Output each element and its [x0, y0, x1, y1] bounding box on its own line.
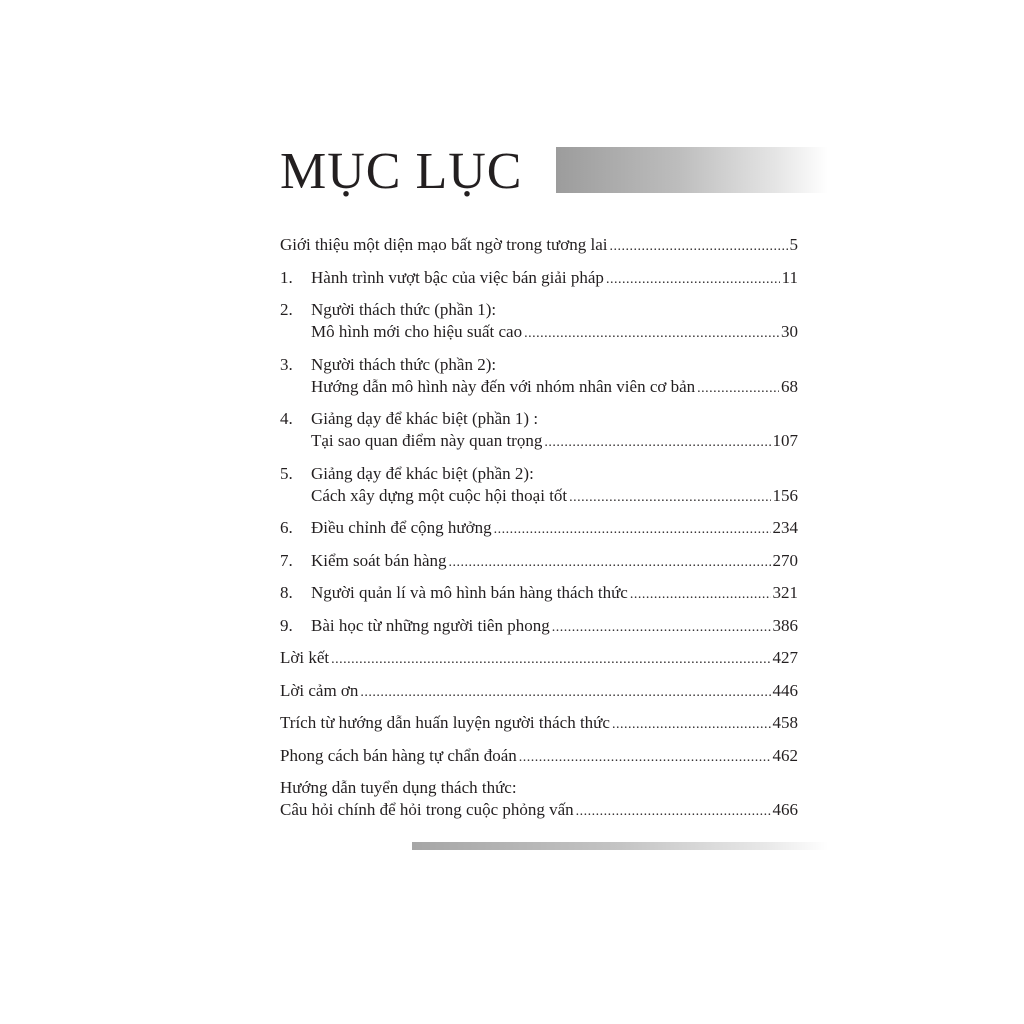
toc-entry-line-last [280, 267, 798, 289]
toc-page-number: 11 [781, 267, 798, 287]
toc-entry-title: Cách xây dựng một cuộc hội thoại tốt [311, 485, 568, 505]
bottom-decorative-bar [412, 842, 828, 850]
toc-entry-indent [280, 485, 311, 507]
toc-page-number: 446 [772, 680, 798, 700]
toc-entry-title: Người quản lí và mô hình bán hàng thách thức [311, 583, 628, 602]
toc-entry-title: Lời kết [280, 648, 330, 667]
toc-page-number: 30 [781, 322, 798, 341]
toc-dot-leader [630, 582, 771, 604]
toc-entry [280, 702, 798, 735]
toc-page-number: 466 [772, 800, 798, 819]
toc-entry-title: Giới thiệu một diện mạo bất ngờ trong tương lai [280, 235, 608, 254]
toc-dot-leader [494, 517, 771, 539]
toc-entry [280, 343, 798, 398]
toc-entry-title: Tại sao quan điểm này quan trọng [311, 431, 543, 450]
toc-entry [280, 289, 798, 344]
toc-entry-title: Kiểm soát bán hàng [311, 550, 447, 570]
toc-entry-line-last [280, 550, 798, 572]
toc-page-number: 321 [772, 583, 798, 602]
toc-entry [280, 637, 798, 670]
toc-entry [280, 539, 798, 572]
toc-entry-title: Người thách thức (phần 2): [311, 354, 497, 374]
toc-entry [280, 256, 798, 289]
toc-entry-title: Người thách thức (phần 1): [311, 300, 497, 319]
toc-entry-indent [280, 430, 311, 452]
toc-entry-title: Phong cách bán hàng tự chẩn đoán [280, 745, 517, 765]
toc-entry-line-last [280, 680, 798, 702]
toc-dot-leader [576, 799, 771, 821]
toc-entry-number: 8. [280, 583, 293, 602]
toc-entry-title: Hành trình vượt bậc của việc bán giải pháp [311, 267, 604, 287]
toc-entry [280, 452, 798, 507]
toc-entry-line-last [280, 485, 798, 507]
toc-entry-title: Giảng dạy để khác biệt (phần 1) : [311, 409, 539, 428]
toc-entry-line-last [280, 430, 798, 452]
toc-entry-number: 5. [280, 463, 293, 483]
toc-dot-leader [610, 234, 788, 256]
toc-entry-line-last [280, 799, 798, 821]
toc-page-number: 458 [772, 713, 798, 732]
toc-entry-number: 2. [280, 300, 293, 319]
toc-entry-line [280, 299, 798, 321]
toc-entry-line-last [280, 517, 798, 539]
toc-entry-line-last [280, 745, 798, 767]
toc-entry [280, 734, 798, 767]
toc-entry-title: Hướng dẫn tuyển dụng thách thức: [280, 778, 517, 797]
toc-entry [280, 604, 798, 637]
toc-page-number: 462 [772, 745, 798, 765]
toc-entry-line [280, 777, 798, 799]
toc-entry-indent [280, 321, 311, 343]
toc-entry-line [280, 354, 798, 376]
toc-page-number: 386 [772, 615, 798, 635]
toc-dot-leader [360, 680, 770, 702]
toc-entry-number: 4. [280, 409, 293, 428]
title-decorative-bar [556, 147, 828, 193]
toc-entry-line-last [280, 234, 798, 256]
toc-entry-title: Bài học từ những người tiên phong [311, 615, 550, 635]
toc-entry-title: Lời cảm ơn [280, 680, 359, 700]
toc-dot-leader [612, 712, 771, 734]
toc-entry [280, 669, 798, 702]
toc-entry-line-last [280, 582, 798, 604]
toc-page-number: 270 [772, 550, 798, 570]
toc-page-number: 234 [772, 518, 798, 537]
toc-entry-title: Câu hỏi chính để hỏi trong cuộc phỏng vấn [280, 800, 574, 819]
toc-entry-title: Hướng dẫn mô hình này đến với nhóm nhân viên cơ bản [311, 376, 696, 396]
toc-dot-leader [449, 550, 771, 572]
toc-entry-line-last [280, 376, 798, 398]
toc-dot-leader [519, 745, 771, 767]
toc-entry [280, 572, 798, 605]
toc-dot-leader [331, 647, 770, 669]
toc-entry-line [280, 408, 798, 430]
toc-entry-line-last [280, 712, 798, 734]
toc-entry-number: 1. [280, 267, 293, 287]
toc-entry-title: Điều chỉnh để cộng hưởng [311, 518, 492, 537]
toc-entry [280, 398, 798, 453]
toc-dot-leader [544, 430, 770, 452]
toc-entry-line-last [280, 615, 798, 637]
toc-page-number: 156 [772, 485, 798, 505]
toc-entry-number: 6. [280, 518, 293, 537]
toc-entry [280, 234, 798, 256]
toc-dot-leader [569, 485, 770, 507]
toc-entry-line [280, 463, 798, 485]
toc-entry-number: 9. [280, 615, 293, 635]
toc-entry [280, 507, 798, 540]
toc-entry [280, 767, 798, 822]
toc-dot-leader [697, 376, 779, 398]
toc-entry-title: Trích từ hướng dẫn huấn luyện người thách thức [280, 713, 610, 732]
toc-dot-leader [606, 267, 780, 289]
page-title: MỤC LỤC [280, 143, 523, 200]
toc-entry-number: 7. [280, 550, 293, 570]
toc-page-number: 68 [781, 376, 798, 396]
table-of-contents [280, 234, 798, 821]
toc-page-number: 107 [772, 431, 798, 450]
toc-dot-leader [552, 615, 771, 637]
toc-page-number: 5 [789, 235, 798, 254]
toc-entry-title: Giảng dạy để khác biệt (phần 2): [311, 463, 534, 483]
toc-entry-line-last [280, 321, 798, 343]
toc-entry-line-last [280, 647, 798, 669]
toc-entry-indent [280, 376, 311, 398]
toc-page-number: 427 [772, 648, 798, 667]
toc-entry-number: 3. [280, 354, 293, 374]
toc-entry-title: Mô hình mới cho hiệu suất cao [311, 322, 523, 341]
toc-dot-leader [524, 321, 779, 343]
